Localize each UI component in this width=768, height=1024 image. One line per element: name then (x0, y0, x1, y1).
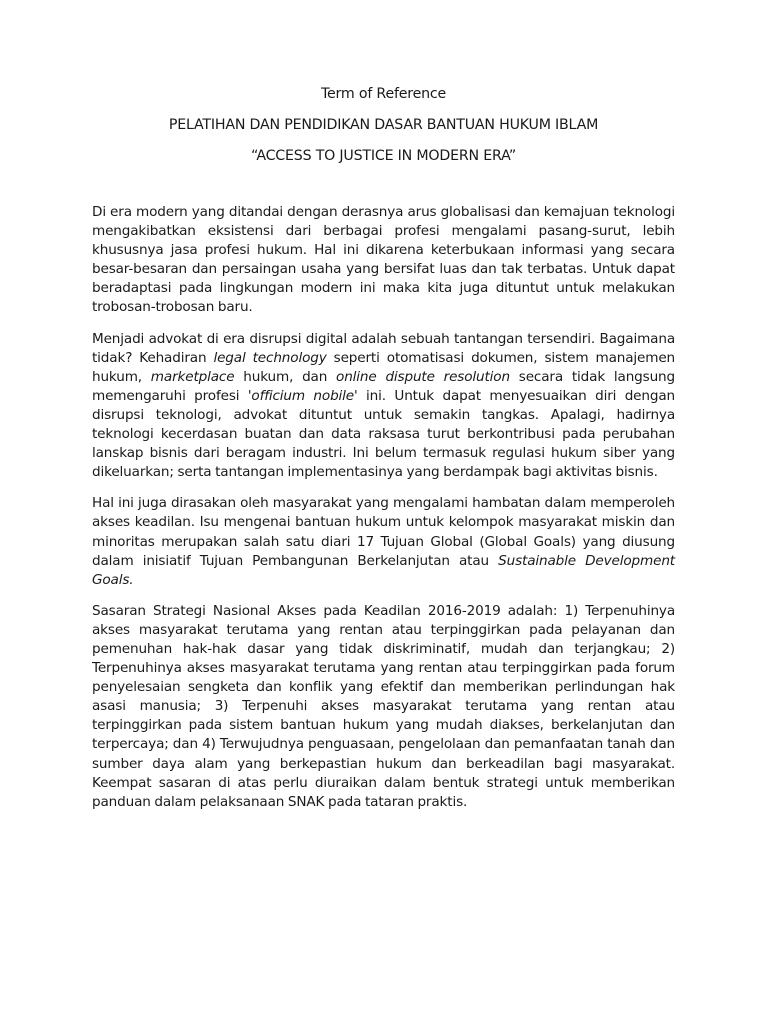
paragraph-text: Hal ini juga dirasakan oleh masyarakat yang mengalami hambatan dalam memperoleh akses keadilan. Isu mengenai bantuan hukum untuk kelompok masyarakat miskin dan minoritas merupakan salah satu diari 17 Tujuan Global (Global Goals) yang diusung dalam inisiatif Tujuan Pembangunan Berkelanjutan atau (92, 495, 675, 569)
document-subtitle: PELATIHAN DAN PENDIDIKAN DASAR BANTUAN HUKUM IBLAM (168, 117, 599, 133)
paragraph-intro: Di era modern yang ditandai dengan derasnya arus globalisasi dan kemajuan teknologi mengakibatkan eksistensi dari berbagai profesi mengalami pasang-surut, lebih khususnya jasa profesi hukum. Hal ini dikarena keterbukaan informasi yang secara besar-besaran dan persaingan usaha yang bersifat luas dan tak terbatas. Untuk dapat beradaptasi pada lingkungan modern ini maka kita juga dituntut untuk melakukan trobosan-trobosan baru. (92, 204, 675, 316)
paragraph-akses-keadilan (92, 494, 675, 589)
document-theme: “ACCESS TO JUSTICE IN MODERN ERA” (251, 148, 516, 164)
italic-term: legal technology (213, 349, 327, 366)
paragraph-text: Menjadi advokat di era disrupsi digital adalah sebuah tantangan tersendiri. Bagaimana tidak? Kehadiran (92, 330, 675, 366)
paragraph-advokat (92, 330, 675, 483)
italic-term: marketplace (150, 368, 235, 385)
document-page (92, 84, 675, 824)
italic-term: Sustainable Development Goals. (92, 552, 675, 588)
paragraph-text: seperti otomatisasi dokumen, sistem manajemen hukum, (92, 349, 676, 385)
paragraph-sasaran-strategi: Sasaran Strategi Nasional Akses pada Keadilan 2016-2019 adalah: 1) Terpenuhinya akses masyarakat terutama yang rentan atau terpinggirkan pada pelayanan dan pemenuhan hak-hak dasar yang tidak diskriminatif, mudah dan terjangkau; 2) Terpenuhinya akses masyarakat terutama yang rentan atau terpinggirkan pada forum penyelesaian sengketa dan konflik yang efektif dan memberikan perlindungan hak asasi manusia; 3) Terpenuhi akses masyarakat terutama yang rentan atau terpinggirkan pada sistem bantuan hukum yang mudah diakses, berkelanjutan dan terpercaya; dan 4) Terwujudnya penguasaan, pengelolaan dan pemanfaatan tanah dan sumber daya alam yang berkepastian hukum dan berkeadilan bagi masyarakat. Keempat sasaran di atas perlu diuraikan dalam bentuk strategi untuk memberikan panduan dalam pelaksanaan SNAK pada tataran praktis. (92, 602, 675, 810)
document-title: Term of Reference (320, 86, 447, 102)
paragraph-text: secara tidak langsung memengaruhi profesi (92, 368, 675, 404)
italic-term: online dispute resolution (336, 368, 510, 385)
italic-term: 'officium nobile' (247, 387, 358, 404)
paragraph-text: hukum, dan (234, 368, 337, 385)
paragraph-text: ini. Untuk dapat menyesuaikan diri dengan disrupsi teknologi, advokat dituntut untuk semakin tangkas. Apalagi, hadirnya teknologi kecerdasan buatan dan data raksasa turut berkontribusi pada perubahan lanskap bisnis dari beragam industri. Ini belum termasuk regulasi hukum siber yang dikeluarkan; serta tantangan implementasinya yang berdampak bagi aktivitas bisnis. (92, 387, 675, 481)
